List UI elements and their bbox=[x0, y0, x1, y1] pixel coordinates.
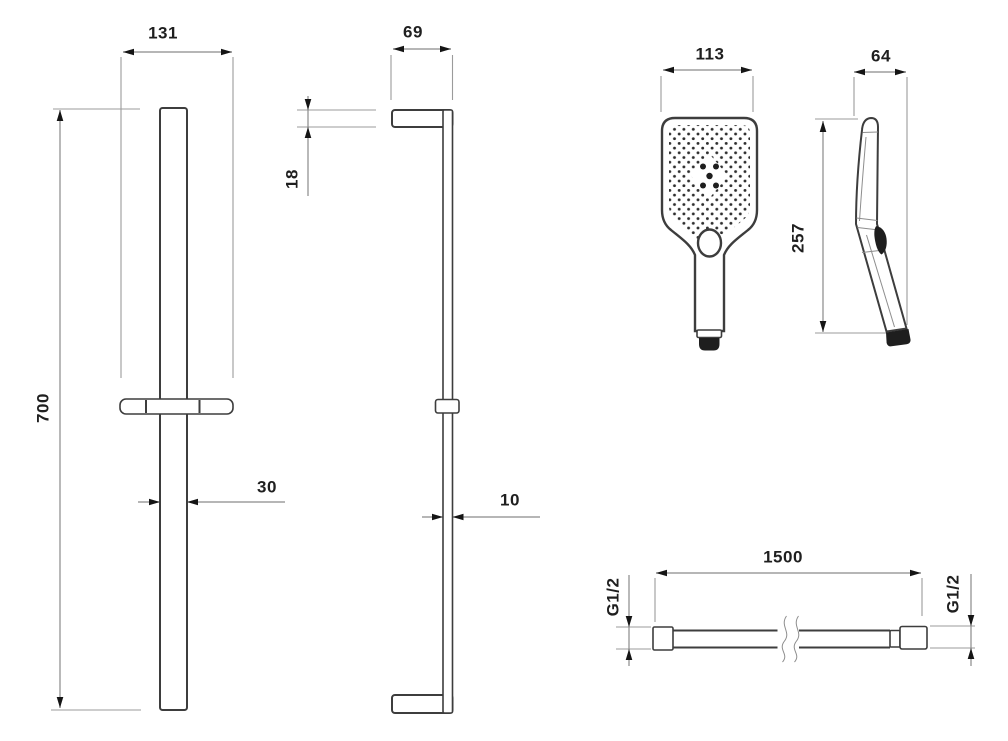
dim-label-rail-height: 700 bbox=[33, 393, 53, 423]
slider-bracket-side bbox=[436, 400, 460, 414]
hose-collar-right bbox=[890, 631, 900, 648]
hose-view bbox=[616, 570, 975, 666]
dim-label-thread-right: G1/2 bbox=[943, 574, 963, 614]
dim-label-thread-left: G1/2 bbox=[603, 577, 623, 617]
dim-label-rail-width: 131 bbox=[148, 23, 178, 43]
handshower-side-view bbox=[815, 69, 911, 347]
hose-fitting-right bbox=[900, 627, 927, 650]
dim-label-bar-width: 30 bbox=[257, 477, 277, 497]
dim-label-rail-depth: 69 bbox=[403, 22, 423, 42]
hose-fitting-left bbox=[653, 627, 673, 650]
slider-bracket-front bbox=[120, 399, 233, 414]
hose-connector-front bbox=[699, 338, 720, 351]
dim-label-bar-depth: 10 bbox=[500, 490, 520, 510]
slide-rail-side-view bbox=[297, 46, 540, 713]
handshower-body-side bbox=[856, 118, 907, 332]
dim-label-head-height: 257 bbox=[788, 223, 808, 253]
handshower-front-view bbox=[661, 67, 757, 351]
dim-label-head-width: 113 bbox=[695, 44, 725, 64]
dim-label-head-depth: 64 bbox=[871, 46, 891, 66]
dim-label-bracket-height: 18 bbox=[282, 169, 302, 189]
dim-label-hose-length: 1500 bbox=[763, 547, 803, 567]
mode-button bbox=[698, 230, 721, 257]
slide-rail-front-view bbox=[51, 49, 285, 710]
